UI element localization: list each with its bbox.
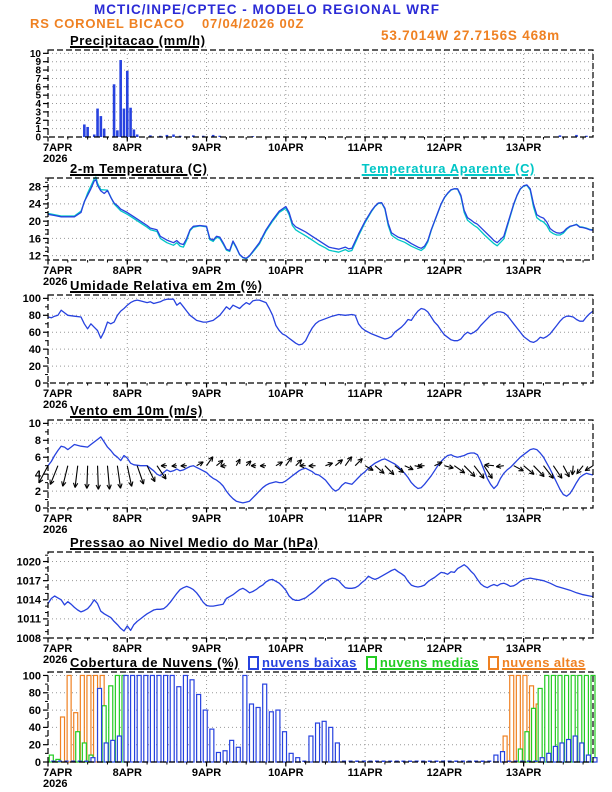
panel-title-wind: Vento em 10m (m/s) bbox=[70, 403, 203, 418]
svg-text:1008: 1008 bbox=[16, 632, 41, 645]
svg-text:8APR: 8APR bbox=[112, 513, 142, 525]
svg-text:20: 20 bbox=[28, 216, 41, 229]
svg-text:8APR: 8APR bbox=[112, 767, 142, 779]
svg-text:60: 60 bbox=[28, 327, 41, 340]
svg-text:13APR: 13APR bbox=[505, 513, 542, 525]
svg-text:0: 0 bbox=[34, 756, 41, 769]
svg-text:2026: 2026 bbox=[43, 654, 68, 666]
station-coordinates: 53.7014W 27.7156S 468m bbox=[381, 28, 560, 43]
svg-text:12APR: 12APR bbox=[426, 142, 463, 154]
svg-text:60: 60 bbox=[28, 704, 41, 717]
svg-text:11APR: 11APR bbox=[347, 142, 383, 154]
svg-text:10APR: 10APR bbox=[268, 643, 304, 655]
plot-wind bbox=[29, 418, 593, 536]
svg-text:4: 4 bbox=[34, 469, 41, 482]
svg-text:1014: 1014 bbox=[16, 594, 41, 607]
svg-text:3: 3 bbox=[35, 107, 41, 119]
svg-text:7APR: 7APR bbox=[43, 265, 73, 277]
station-name: RS CORONEL BICACO bbox=[30, 16, 185, 31]
svg-text:40: 40 bbox=[28, 344, 41, 357]
svg-text:1: 1 bbox=[35, 124, 41, 136]
svg-text:2: 2 bbox=[34, 485, 41, 498]
legend-label-nuvens-medias: nuvens medias bbox=[379, 655, 479, 670]
svg-text:6: 6 bbox=[34, 452, 41, 465]
svg-text:11APR: 11APR bbox=[347, 513, 383, 525]
svg-text:10APR: 10APR bbox=[268, 513, 304, 525]
svg-text:100: 100 bbox=[22, 670, 41, 683]
svg-text:10: 10 bbox=[29, 48, 41, 60]
svg-text:7APR: 7APR bbox=[43, 513, 73, 525]
svg-text:1017: 1017 bbox=[16, 575, 41, 588]
svg-text:9: 9 bbox=[35, 57, 41, 69]
svg-text:8APR: 8APR bbox=[112, 643, 142, 655]
svg-text:12: 12 bbox=[28, 250, 41, 263]
svg-text:9APR: 9APR bbox=[191, 388, 222, 400]
svg-text:100: 100 bbox=[22, 293, 41, 306]
svg-text:10: 10 bbox=[28, 418, 41, 431]
svg-text:7APR: 7APR bbox=[43, 767, 73, 779]
svg-text:8APR: 8APR bbox=[112, 265, 142, 277]
svg-text:11APR: 11APR bbox=[347, 767, 383, 779]
svg-text:12APR: 12APR bbox=[426, 767, 463, 779]
svg-text:4: 4 bbox=[35, 99, 41, 111]
svg-text:12APR: 12APR bbox=[426, 643, 463, 655]
svg-text:6: 6 bbox=[35, 82, 41, 94]
svg-text:13APR: 13APR bbox=[505, 388, 542, 400]
svg-text:80: 80 bbox=[28, 687, 41, 700]
plot-pressure bbox=[17, 552, 593, 666]
svg-text:13APR: 13APR bbox=[505, 142, 542, 154]
svg-text:8: 8 bbox=[34, 435, 41, 448]
panel-title-pressure: Pressao ao Nivel Medio do Mar (hPa) bbox=[70, 535, 319, 550]
legend-label-nuvens-baixas: nuvens baixas bbox=[262, 655, 357, 670]
svg-text:2: 2 bbox=[35, 115, 41, 127]
run-datetime: 07/04/2026 00Z bbox=[202, 16, 305, 31]
svg-text:9APR: 9APR bbox=[191, 767, 222, 779]
svg-text:2026: 2026 bbox=[43, 153, 68, 165]
svg-text:7: 7 bbox=[35, 73, 41, 85]
panel-title-apparent-temperature: Temperatura Aparente (C) bbox=[361, 161, 535, 176]
plot-clouds bbox=[23, 670, 597, 790]
svg-text:13APR: 13APR bbox=[505, 643, 542, 655]
svg-text:13APR: 13APR bbox=[505, 767, 542, 779]
svg-text:40: 40 bbox=[28, 722, 41, 735]
svg-text:1011: 1011 bbox=[17, 613, 41, 626]
svg-text:7APR: 7APR bbox=[43, 388, 73, 400]
plot-temp bbox=[29, 177, 593, 288]
panel-title-temperature: 2-m Temperatura (C) bbox=[70, 161, 208, 176]
svg-text:7APR: 7APR bbox=[43, 142, 73, 154]
svg-text:20: 20 bbox=[28, 739, 41, 752]
svg-text:2026: 2026 bbox=[43, 276, 68, 288]
svg-text:2026: 2026 bbox=[43, 399, 68, 411]
panel-title-precipitation: Precipitacao (mm/h) bbox=[70, 33, 206, 48]
svg-text:1020: 1020 bbox=[16, 556, 41, 569]
model-header-title: MCTIC/INPE/CPTEC - MODELO REGIONAL WRF bbox=[94, 2, 440, 17]
svg-text:0: 0 bbox=[35, 132, 41, 144]
svg-text:9APR: 9APR bbox=[191, 265, 222, 277]
svg-text:10APR: 10APR bbox=[268, 767, 304, 779]
svg-text:10APR: 10APR bbox=[268, 388, 304, 400]
svg-text:2026: 2026 bbox=[43, 524, 68, 536]
svg-text:9APR: 9APR bbox=[191, 643, 222, 655]
svg-text:24: 24 bbox=[28, 198, 41, 211]
plot-precip bbox=[30, 49, 593, 165]
svg-text:28: 28 bbox=[28, 181, 41, 194]
plot-humidity bbox=[23, 293, 593, 411]
svg-text:20: 20 bbox=[28, 360, 41, 373]
svg-text:11APR: 11APR bbox=[347, 265, 383, 277]
svg-text:10APR: 10APR bbox=[268, 265, 304, 277]
svg-text:16: 16 bbox=[28, 233, 41, 246]
svg-text:5: 5 bbox=[35, 90, 41, 102]
svg-text:11APR: 11APR bbox=[347, 643, 383, 655]
svg-text:12APR: 12APR bbox=[426, 513, 463, 525]
svg-text:8APR: 8APR bbox=[112, 142, 142, 154]
svg-text:0: 0 bbox=[34, 377, 41, 390]
svg-text:10APR: 10APR bbox=[268, 142, 304, 154]
svg-text:9APR: 9APR bbox=[191, 513, 222, 525]
svg-text:8APR: 8APR bbox=[112, 388, 142, 400]
svg-text:2026: 2026 bbox=[43, 778, 68, 790]
svg-text:8: 8 bbox=[35, 65, 41, 77]
panel-title-humidity: Umidade Relativa em 2m (%) bbox=[70, 278, 263, 293]
svg-text:7APR: 7APR bbox=[43, 643, 73, 655]
svg-text:9APR: 9APR bbox=[191, 142, 222, 154]
svg-text:12APR: 12APR bbox=[426, 388, 463, 400]
svg-text:12APR: 12APR bbox=[426, 265, 463, 277]
svg-text:0: 0 bbox=[34, 502, 41, 515]
legend-label-nuvens-altas: nuvens altas bbox=[501, 655, 586, 670]
panel-title-clouds: Cobertura de Nuvens (%) bbox=[70, 655, 240, 670]
svg-text:11APR: 11APR bbox=[347, 388, 383, 400]
svg-text:80: 80 bbox=[28, 310, 41, 323]
svg-text:13APR: 13APR bbox=[505, 265, 542, 277]
